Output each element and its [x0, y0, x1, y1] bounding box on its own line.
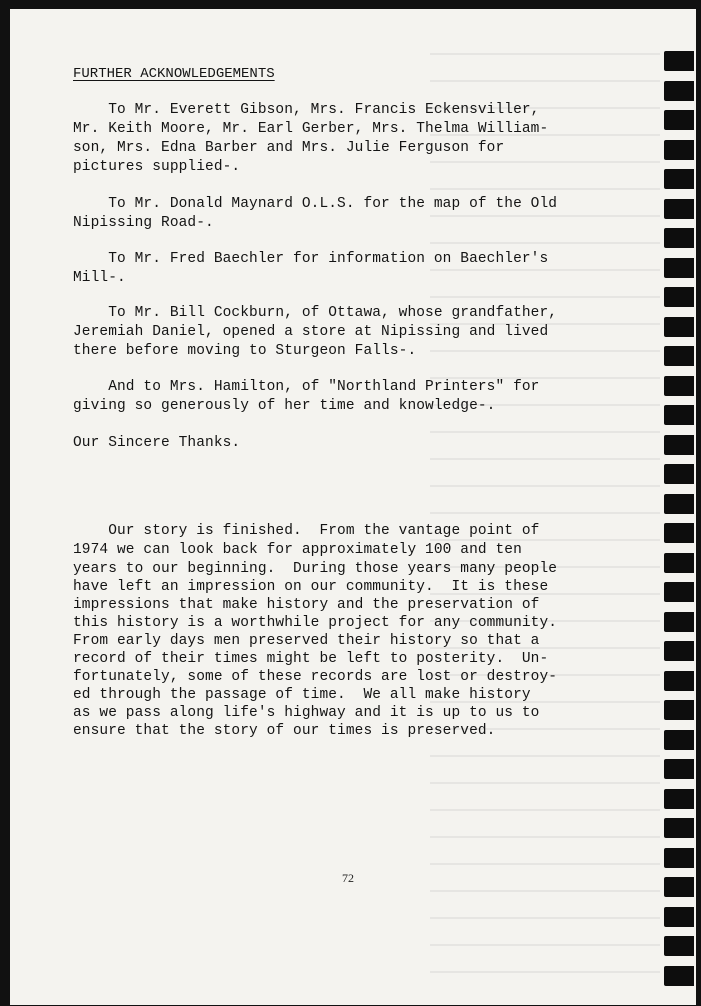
paragraph-line: as we pass along life's highway and it is up to us to [73, 705, 540, 721]
paragraph-line: To Mr. Fred Baechler for information on Baechler's [73, 251, 549, 267]
page-text [10, 9, 696, 1005]
paragraph-line: Nipissing Road-. [73, 215, 214, 231]
paragraph-line: Mr. Keith Moore, Mr. Earl Gerber, Mrs. Thelma William- [73, 121, 549, 137]
paragraph-line: record of their times might be left to posterity. Un- [73, 651, 549, 667]
paragraph-line: there before moving to Sturgeon Falls-. [73, 343, 417, 359]
paragraph-line: Mill-. [73, 270, 126, 286]
paragraph-line: years to our beginning. During those years many people [73, 561, 558, 577]
paragraph-line: fortunately, some of these records are lost or destroy- [73, 669, 558, 685]
paragraph-line: giving so generously of her time and knowledge-. [73, 398, 496, 414]
paragraph-line: have left an impression on our community. It is these [73, 579, 549, 595]
paragraph-line: Our story is finished. From the vantage point of [73, 523, 540, 539]
paragraph-line: To Mr. Bill Cockburn, of Ottawa, whose grandfather, [73, 305, 558, 321]
paragraph-line: ed through the passage of time. We all make history [73, 687, 531, 703]
paragraph-line: pictures supplied-. [73, 159, 241, 175]
page-heading: FURTHER ACKNOWLEDGEMENTS [73, 66, 275, 82]
paragraph-line: Jeremiah Daniel, opened a store at Nipissing and lived [73, 324, 549, 340]
page-number: 72 [342, 871, 354, 885]
paragraph-line: this history is a worthwhile project for any community. [73, 615, 558, 631]
closing-line: Our Sincere Thanks. [73, 435, 241, 451]
paragraph-line: From early days men preserved their history so that a [73, 633, 540, 649]
paragraph-line: To Mr. Donald Maynard O.L.S. for the map of the Old [73, 196, 558, 212]
document-page [10, 9, 696, 1005]
paragraph-line: ensure that the story of our times is preserved. [73, 723, 496, 739]
paragraph-line: And to Mrs. Hamilton, of "Northland Printers" for [73, 379, 540, 395]
paragraph-line: impressions that make history and the preservation of [73, 597, 540, 613]
paragraph-line: To Mr. Everett Gibson, Mrs. Francis Eckensviller, [73, 102, 540, 118]
paragraph-line: son, Mrs. Edna Barber and Mrs. Julie Ferguson for [73, 140, 505, 156]
paragraph-line: 1974 we can look back for approximately 100 and ten [73, 542, 522, 558]
